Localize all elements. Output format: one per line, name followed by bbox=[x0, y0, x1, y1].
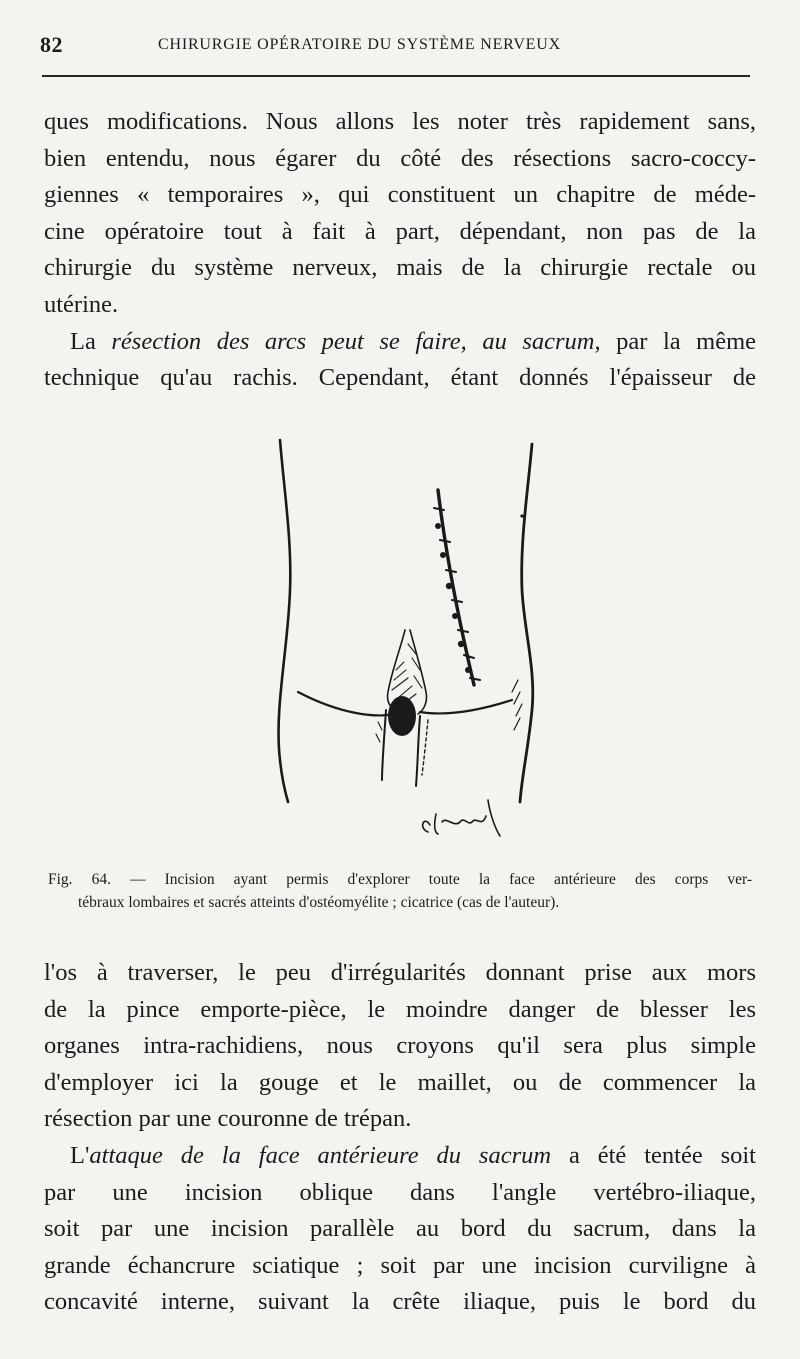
italic-phrase: résection des arcs peut se faire, au sacrum, bbox=[111, 327, 601, 355]
paragraph-rest: a été tentée soit bbox=[568, 1141, 756, 1169]
running-title: CHIRURGIE OPÉRATOIRE DU SYSTÈME NERVEUX bbox=[158, 36, 561, 53]
figure-illustration bbox=[250, 430, 550, 850]
paragraph-resection-line1 bbox=[44, 324, 756, 361]
text-line: technique qu'au rachis. Cependant, étant donnés l'épaisseur de bbox=[44, 364, 756, 392]
text-line: giennes « temporaires », qui constituent un chapitre de méde- bbox=[44, 181, 756, 209]
text-line: soit par une incision parallèle au bord du sacrum, dans la bbox=[44, 1215, 756, 1243]
paragraph-lead: La bbox=[70, 327, 96, 355]
text-line: ques modifications. Nous allons les noter très rapidement sans, bbox=[44, 108, 756, 135]
text-line: l'os à traverser, le peu d'irrégularités donnant prise aux mors bbox=[44, 959, 756, 986]
caption-line: Fig. 64. — Incision ayant permis d'explorer toute la face antérieure des corps ver- bbox=[48, 871, 752, 888]
italic-phrase: attaque de la face antérieure du sacrum bbox=[89, 1141, 552, 1169]
text-block-top bbox=[44, 104, 756, 397]
figure-drawing bbox=[250, 430, 550, 850]
paragraph-lead: L' bbox=[70, 1141, 90, 1169]
text-line: cine opératoire tout à fait à part, dépendant, non pas de la bbox=[44, 217, 756, 245]
paragraph-attaque-line1 bbox=[44, 1138, 756, 1175]
page-number: 82 bbox=[40, 32, 63, 57]
text-line: utérine. bbox=[44, 290, 119, 318]
figure-caption bbox=[48, 868, 752, 914]
paragraph-rest: par la même bbox=[616, 327, 756, 355]
caption-line: tébraux lombaires et sacrés atteints d'ostéomyélite ; cicatrice (cas de l'auteur). bbox=[78, 894, 560, 911]
text-line: concavité interne, suivant la crête iliaque, puis le bord du bbox=[44, 1288, 756, 1316]
text-line: d'employer ici la gouge et le maillet, ou de commencer la bbox=[44, 1068, 756, 1096]
text-line: résection par une couronne de trépan. bbox=[44, 1105, 412, 1133]
text-line: chirurgie du système nerveux, mais de la chirurgie rectale ou bbox=[44, 254, 756, 282]
text-line: grande échancrure sciatique ; soit par une incision curviligne à bbox=[44, 1251, 756, 1279]
text-block-bottom bbox=[44, 955, 756, 1321]
page-header bbox=[40, 28, 752, 62]
text-line: bien entendu, nous égarer du côté des résections sacro-coccy- bbox=[44, 144, 756, 172]
text-line: de la pince emporte-pièce, le moindre danger de blesser les bbox=[44, 995, 756, 1023]
text-line: par une incision oblique dans l'angle vertébro-iliaque, bbox=[44, 1178, 756, 1206]
header-rule bbox=[42, 75, 750, 77]
text-line: organes intra-rachidiens, nous croyons qu'il sera plus simple bbox=[44, 1032, 756, 1060]
